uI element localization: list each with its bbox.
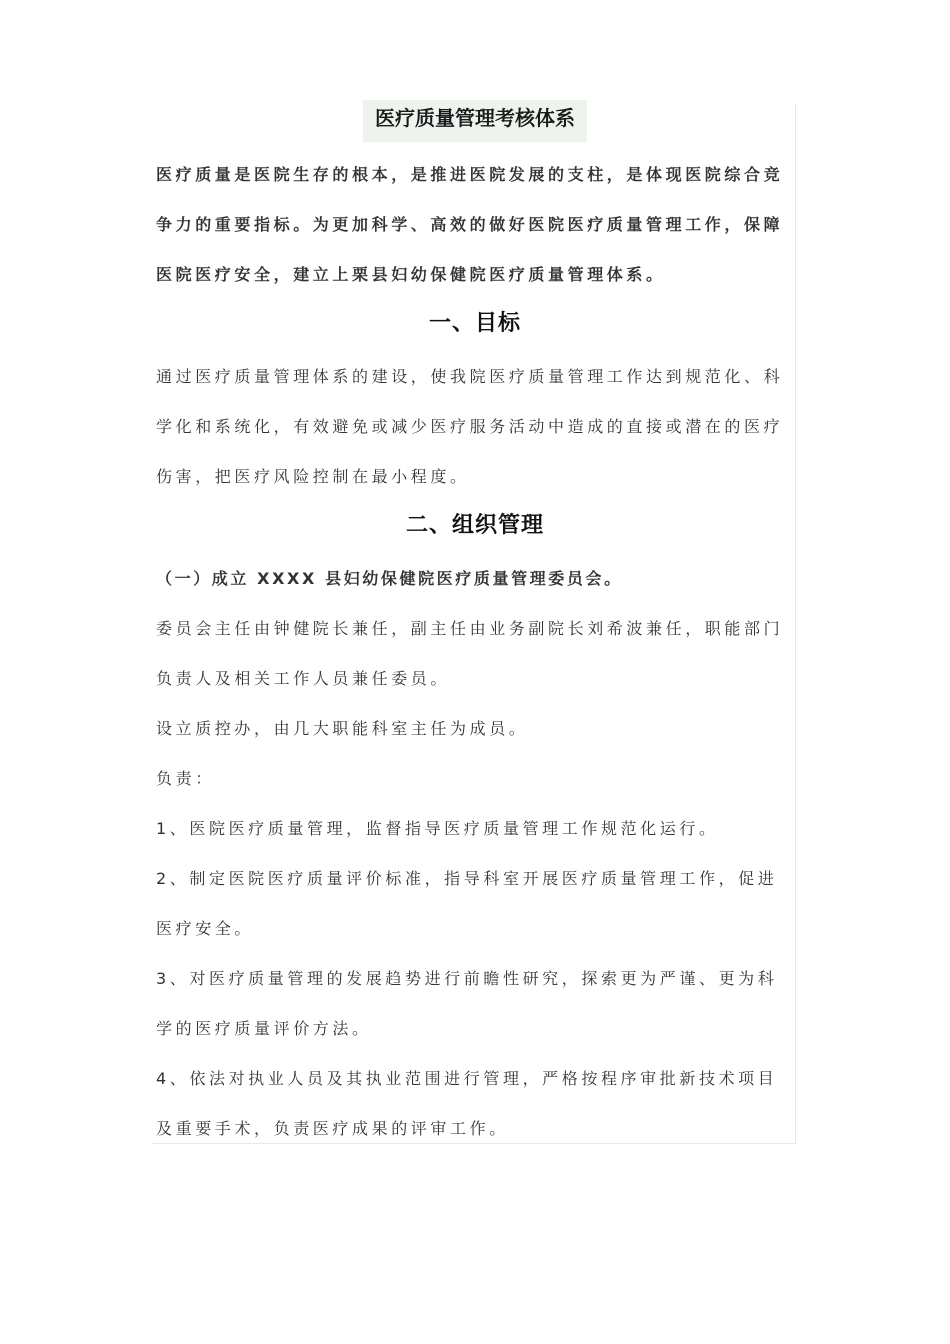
duty-label: 负责： <box>156 769 215 788</box>
goal-paragraph: 通过医疗质量管理体系的建设，使我院医疗质量管理工作达到规范化、科学化和系统化，有效避免或减少医疗服务活动中造成的直接或潜在的医疗伤害，把医疗风险控制在最小程度。 <box>156 367 784 486</box>
duty-item: 2、制定医院医疗质量评价标准，指导科室开展医疗质量管理工作，促进医疗安全。 <box>156 869 778 938</box>
committee-paragraph: 委员会主任由钟健院长兼任，副主任由业务副院长刘希波兼任，职能部门负责人及相关工作人员兼任委员。 <box>156 619 784 688</box>
duty-item: 3、对医疗质量管理的发展趋势进行前瞻性研究，探索更为严谨、更为科学的医疗质量评价方法。 <box>156 969 778 1038</box>
section-heading-organization: 二、组织管理 <box>405 513 544 538</box>
document-title: 医疗质量管理考核体系 <box>363 100 587 142</box>
document-body <box>156 100 794 1154</box>
duty-item: 1、医院医疗质量管理，监督指导医疗质量管理工作规范化运行。 <box>156 819 719 838</box>
intro-paragraph: 医疗质量是医院生存的根本，是推进医院发展的支柱，是体现医院综合竞争力的重要指标。为更加科学、高效的做好医院医疗质量管理工作，保障医院医疗安全，建立上栗县妇幼保健院医疗质量管理体系。 <box>156 165 784 284</box>
duty-item: 4、依法对执业人员及其执业范围进行管理，严格按程序审批新技术项目及重要手术，负责医疗成果的评审工作。 <box>156 1069 778 1138</box>
committee-subheading: （一）成立 XXXX 县妇幼保健院医疗质量管理委员会。 <box>156 569 623 588</box>
office-paragraph: 设立质控办，由几大职能科室主任为成员。 <box>156 719 529 738</box>
section-heading-goal: 一、目标 <box>428 311 521 336</box>
